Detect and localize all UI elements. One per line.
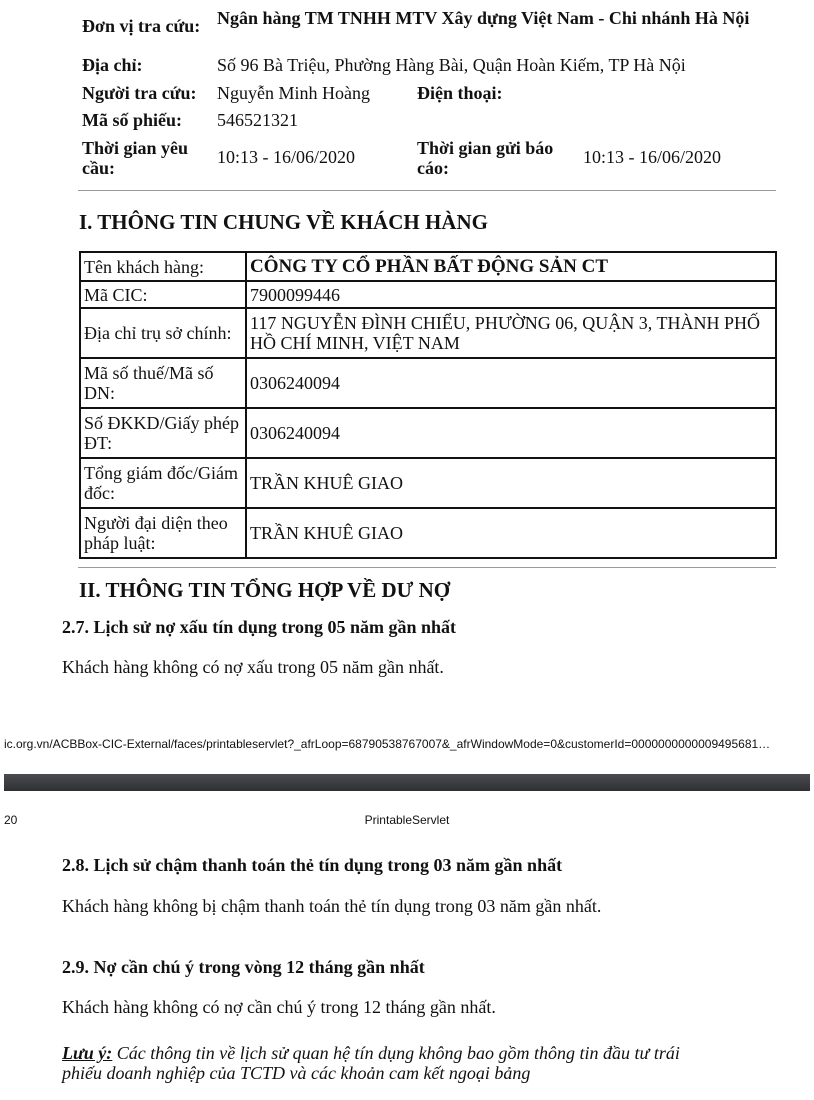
table-row	[80, 252, 776, 281]
note-text: Các thông tin về lịch sử quan hệ tín dụng không bao gồm thông tin đầu tư trái phiếu doanh nghiệp của TCTD và các khoản cam kết ngoại bảng	[62, 1043, 680, 1083]
report-time-label: Thời gian gửi báo cáo:	[417, 138, 554, 178]
unit-label: Đơn vị tra cứu:	[82, 16, 201, 36]
divider	[78, 190, 776, 191]
page-number: 20	[4, 813, 18, 827]
table-row	[80, 358, 776, 408]
s29-title: 2.9. Nợ cần chú ý trong vòng 12 tháng gần nhất	[62, 957, 425, 977]
table-row	[80, 308, 776, 358]
ticket-label: Mã số phiếu:	[82, 110, 183, 130]
section2-title: II. THÔNG TIN TỔNG HỢP VỀ DƯ NỢ	[79, 578, 451, 602]
row-value: 117 NGUYỄN ĐÌNH CHIỂU, PHƯỜNG 06, QUẬN 3, THÀNH PHỐ HỒ CHÍ MINH, VIỆT NAM	[246, 308, 776, 358]
table-row	[80, 408, 776, 458]
page-title: PrintableServlet	[364, 813, 450, 827]
row-label: Tổng giám đốc/Giám đốc:	[80, 458, 246, 508]
row-label: Mã số thuế/Mã số DN:	[80, 358, 246, 408]
row-label: Địa chỉ trụ sở chính:	[80, 308, 246, 358]
section1-title: I. THÔNG TIN CHUNG VỀ KHÁCH HÀNG	[79, 210, 488, 234]
print-url: ic.org.vn/ACBBox-CIC-External/faces/printableservlet?_afrLoop=68790538767007&_afrWindowMode=0&customerId=0000000000009495681…	[4, 737, 771, 751]
row-value: 0306240094	[246, 408, 776, 458]
s29-text: Khách hàng không có nợ cần chú ý trong 12 tháng gần nhất.	[62, 997, 496, 1017]
s28-title: 2.8. Lịch sử chậm thanh toán thẻ tín dụng trong 03 năm gần nhất	[62, 855, 563, 875]
row-value: 7900099446	[246, 281, 776, 308]
request-time-value: 10:13 - 16/06/2020	[217, 147, 355, 167]
s28-text: Khách hàng không bị chậm thanh toán thẻ tín dụng trong 03 năm gần nhất.	[62, 896, 602, 916]
ticket-value: 546521321	[217, 110, 298, 130]
row-label: Tên khách hàng:	[80, 252, 246, 281]
divider	[78, 567, 776, 568]
page-break-bar	[4, 774, 810, 791]
phone-label: Điện thoại:	[417, 83, 503, 103]
note	[62, 1043, 722, 1083]
table-row	[80, 458, 776, 508]
row-label: Mã CIC:	[80, 281, 246, 308]
s27-title: 2.7. Lịch sử nợ xấu tín dụng trong 05 năm gần nhất	[62, 617, 457, 637]
searcher-value: Nguyễn Minh Hoàng	[217, 83, 370, 103]
customer-info-table	[79, 251, 777, 559]
unit-value: Ngân hàng TM TNHH MTV Xây dựng Việt Nam - Chi nhánh Hà Nội	[217, 8, 750, 28]
row-label: Số ĐKKD/Giấy phép ĐT:	[80, 408, 246, 458]
customer-name: CÔNG TY CỔ PHẦN BẤT ĐỘNG SẢN CT	[246, 252, 776, 281]
request-time-label: Thời gian yêu cầu:	[82, 138, 188, 178]
address-label: Địa chỉ:	[82, 55, 143, 75]
row-value: TRẦN KHUÊ GIAO	[246, 458, 776, 508]
searcher-label: Người tra cứu:	[82, 83, 197, 103]
table-row	[80, 508, 776, 558]
row-value: TRẦN KHUÊ GIAO	[246, 508, 776, 558]
address-value: Số 96 Bà Triệu, Phường Hàng Bài, Quận Hoàn Kiếm, TP Hà Nội	[217, 55, 686, 75]
table-row	[80, 281, 776, 308]
row-label: Người đại diện theo pháp luật:	[80, 508, 246, 558]
s27-text: Khách hàng không có nợ xấu trong 05 năm gần nhất.	[62, 657, 444, 677]
report-time-value: 10:13 - 16/06/2020	[583, 147, 721, 167]
note-label: Lưu ý:	[62, 1043, 113, 1063]
row-value: 0306240094	[246, 358, 776, 408]
